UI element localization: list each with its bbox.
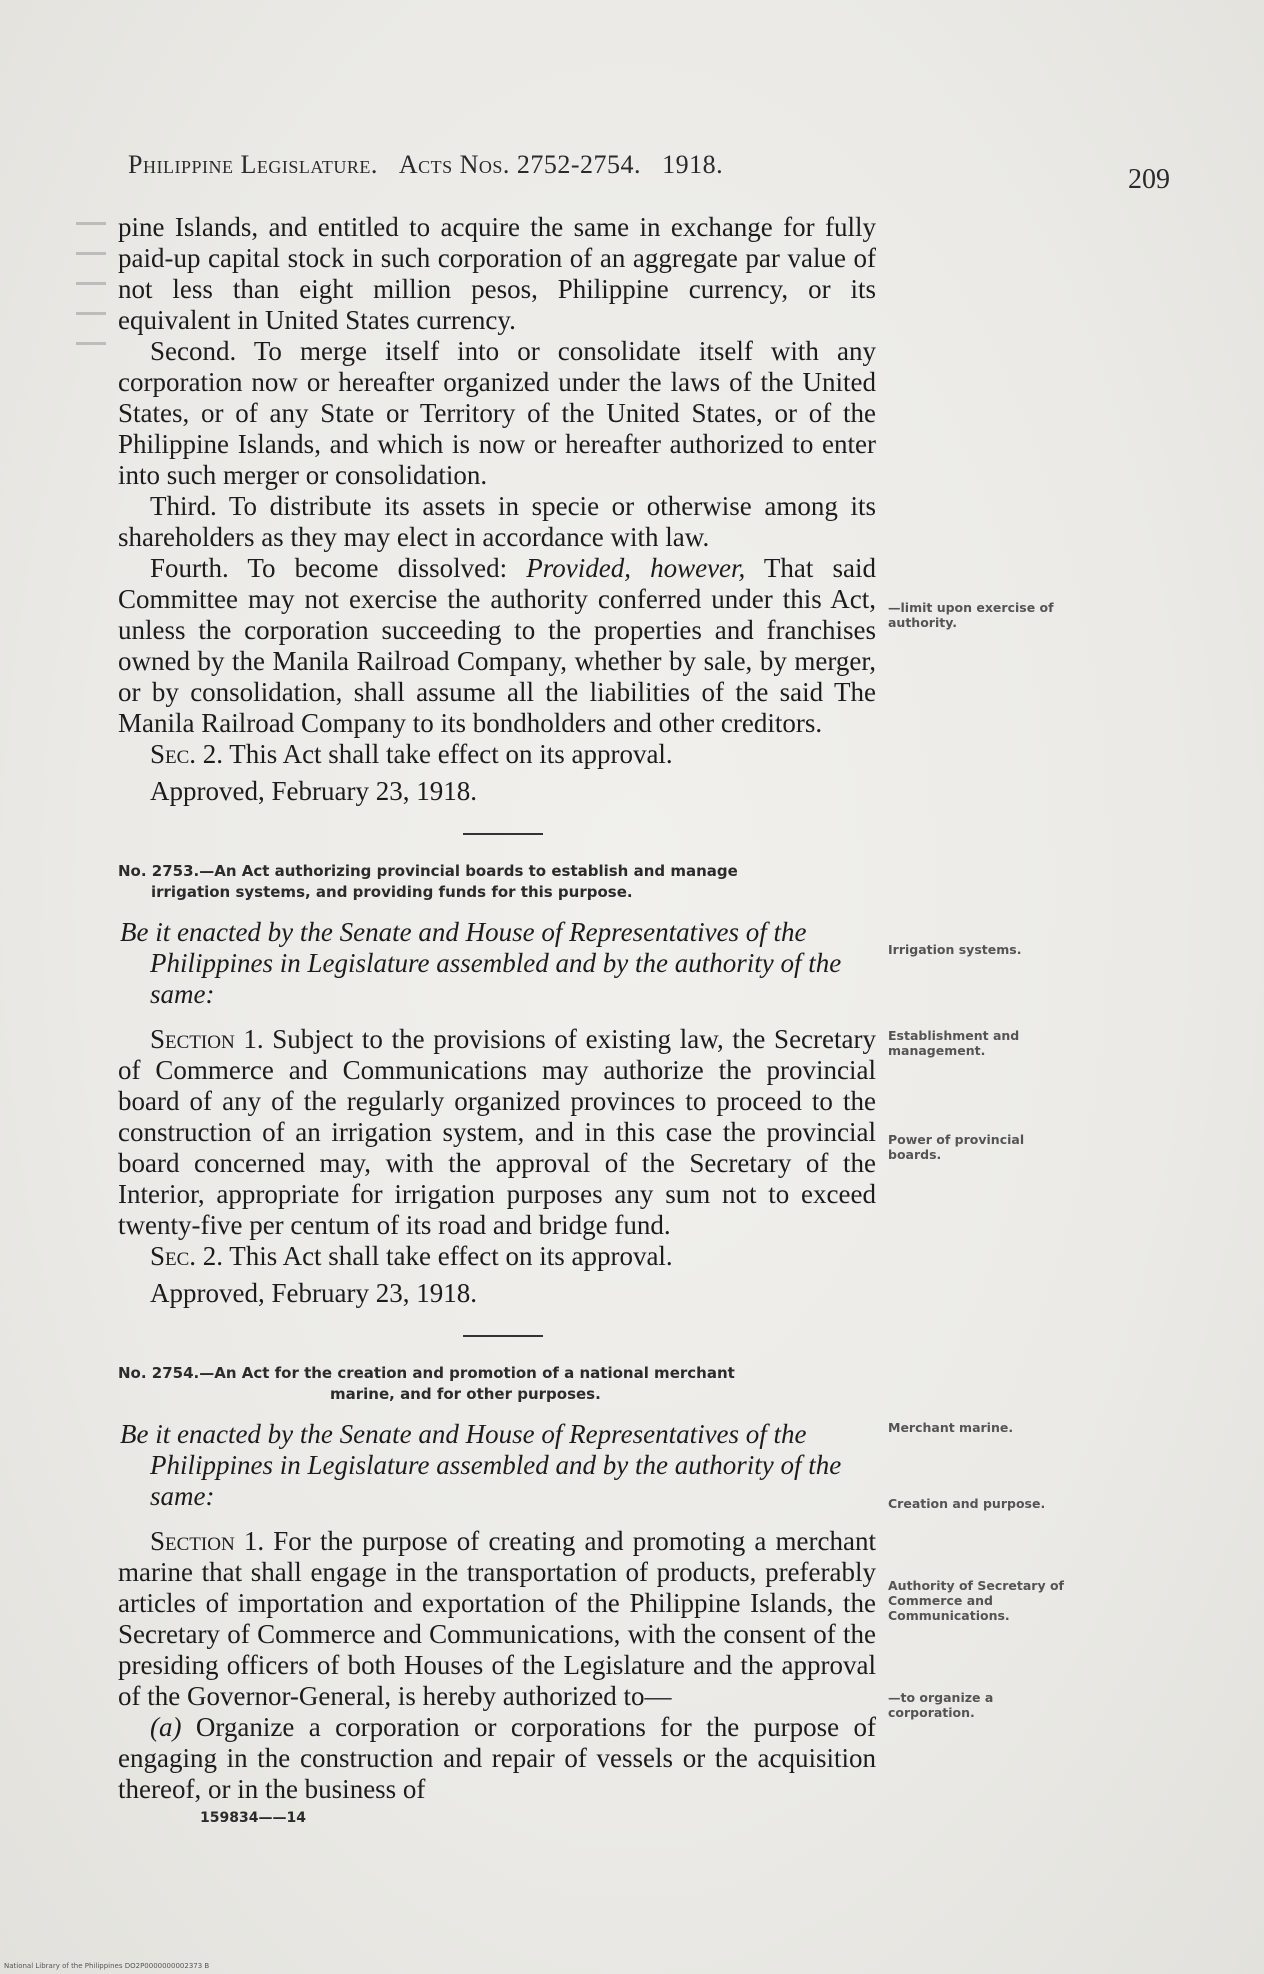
section-text: 1. Subject to the provisions of existing law, the Secretary of Commerce and Communications may authorize the provincial board of any of the regularly organized provinces to proceed to the construction of an irrigation system, and in this case the provincial board concerned may, with the approval of the Secretary of the Interior, appropriate for irrigation purposes any sum not to exceed twenty-five per centum of its road and bridge fund. [118,1024,876,1240]
act-heading-line: No. 2754.—An Act for the creation and promotion of a national merchant [118,1364,735,1382]
margin-note: —limit upon exercise of authority. [888,600,1054,630]
scan-credit: National Library of the Philippines DO2P0000000002373 B [4,1962,210,1970]
paragraph-third: Third. To distribute its assets in specie or otherwise among its shareholders as they may elect in accordance with law. [118,491,876,552]
section-1 [118,1024,876,1241]
section-divider [463,833,543,835]
margin-note: —to organize a corporation. [888,1690,994,1720]
approval-line: Approved, February 23, 1918. [150,1278,477,1308]
margin-note: Power of provincial boards. [888,1132,1025,1162]
section-label: Section [150,1024,235,1054]
act-heading-line: No. 2753.—An Act authorizing provincial boards to establish and manage [118,862,738,880]
margin-note: Creation and purpose. [888,1496,1046,1511]
paragraph-continued: pine Islands, and entitled to acquire the same in exchange for fully paid-up capital stock in such corporation of an aggregate par value of not less than eight million pesos, Philippine currency, or its equivalent in United States currency. [118,212,876,335]
margin-note: Authority of Secretary of Commerce and Communications. [888,1578,1064,1623]
fourth-proviso: Provided, however, [526,553,746,583]
bleed-mark [76,342,106,345]
signature-code: 159834——14 [200,1810,306,1826]
margin-note: Merchant marine. [888,1420,1014,1435]
act-2753-heading [118,861,876,903]
clause-text: Organize a corporation or corporations for the purpose of engaging in the construction and repair of vessels or the acquisition thereof, or in the business of [118,1712,876,1804]
section-1 [118,1526,876,1712]
margin-note: Irrigation systems. [888,942,1022,957]
bleed-mark [76,222,106,225]
paragraph-fourth [118,553,876,739]
running-head [128,150,723,180]
section-label: Sec. [150,739,197,769]
act-heading-line: marine, and for other purposes. [330,1385,601,1403]
act-2754-heading [118,1363,876,1405]
enacting-clause: Be it enacted by the Senate and House of Representatives of the Philippines in Legislature assembled and by the authority of the same: [120,917,842,1009]
section-label: Sec. [150,1241,197,1271]
section-text: 1. For the purpose of creating and promoting a merchant marine that shall engage in the transportation of products, preferably articles of importation and exportation of the Philippine Islands, the Secretary of Commerce and Communications, with the consent of the presiding officers of both Houses of the Legislature and the approval of the Governor-General, is hereby authorized to— [118,1526,876,1711]
section-label: Section [150,1526,235,1556]
bleed-mark [76,312,106,315]
clause-label: (a) [150,1712,182,1742]
paragraph-second: Second. To merge itself into or consolidate itself with any corporation now or hereafter organized under the laws of the United States, or of any State or Territory of the United States, or of the Philippine Islands, and which is now or hereafter authorized to enter into such merger or consolidation. [118,336,876,490]
section-2 [118,739,876,770]
section-2 [118,1241,876,1272]
act-heading-line: irrigation systems, and providing funds for this purpose. [151,883,633,901]
section-text: 2. This Act shall take effect on its approval. [196,1241,673,1271]
fourth-lead: Fourth. To become dissolved: [150,553,527,583]
page-number: 209 [1128,164,1170,195]
running-head-acts: Acts Nos. 2752-2754. [398,150,642,179]
bleed-mark [76,252,106,255]
bleed-mark [76,282,106,285]
running-head-year: 1918. [662,150,724,179]
act-2752-continuation [118,212,876,1805]
enacting-clause: Be it enacted by the Senate and House of Representatives of the Philippines in Legislature assembled and by the authority of the same: [120,1419,842,1511]
running-head-title: Philippine Legislature. [128,150,378,179]
fourth-rest: That said Committee may not exercise the authority conferred under this Act, unless the corporation succeeding to the properties and franchises owned by the Manila Railroad Company, whether by sale, by merger, or by consolidation, shall assume all the liabilities of the said The Manila Railroad Company to its bondholders and other creditors. [118,553,876,738]
clause-a [118,1712,876,1805]
section-divider [463,1335,543,1337]
margin-note: Establishment and management. [888,1028,1020,1058]
approval-line: Approved, February 23, 1918. [150,776,477,806]
section-text: 2. This Act shall take effect on its approval. [196,739,673,769]
